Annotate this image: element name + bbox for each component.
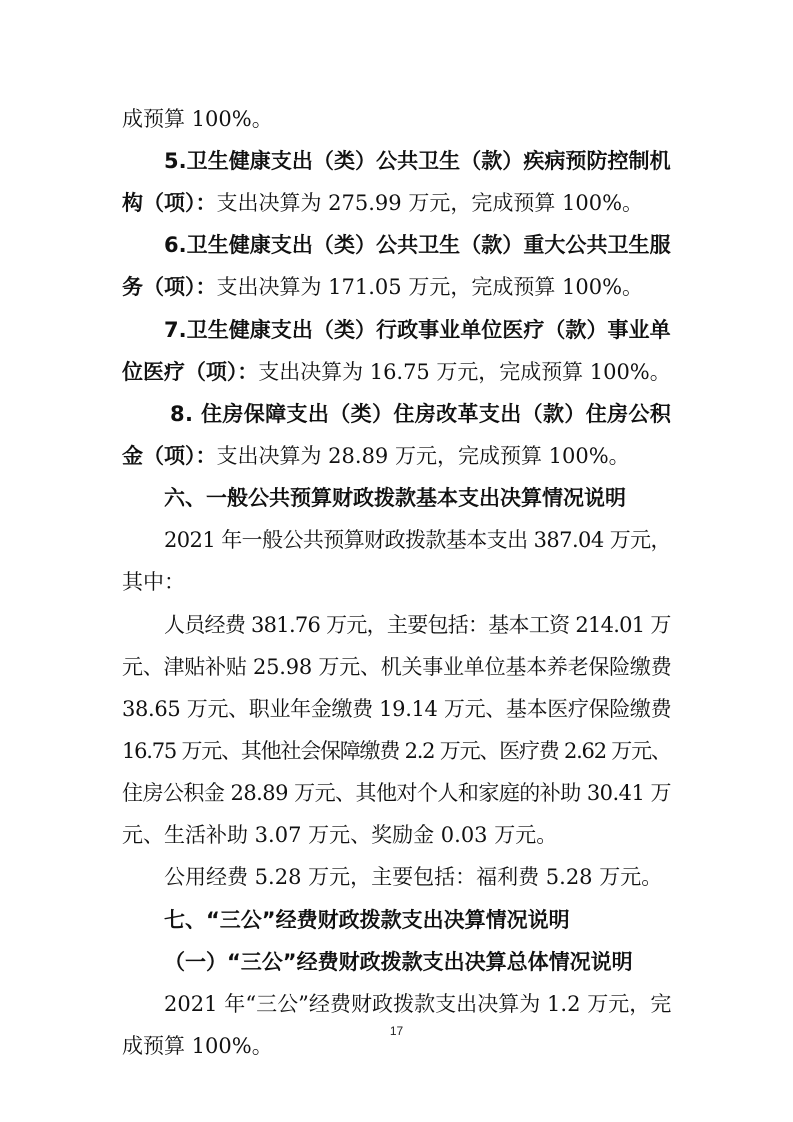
bold-heading-text: 金（项）： [122, 444, 217, 468]
body-text-span: 支出决算为 16.75 万元，完成预算 100%。 [258, 360, 671, 384]
body-text-span: 16.75 万元、其他社会保障缴费 2.2 万元、医疗费 2.62 万元、 [122, 739, 671, 763]
bold-heading-text: 8. 住房保障支出（类）住房改革支出（款）住房公积 [170, 402, 672, 426]
bold-heading-text: 务（项）： [122, 275, 217, 299]
text-line [122, 567, 185, 597]
text-line [122, 694, 671, 724]
bold-heading-text: （一）“三公”经费财政拨款支出决算总体情况说明 [164, 950, 633, 974]
text-line [164, 146, 671, 176]
text-line [164, 230, 671, 260]
text-line [164, 315, 671, 345]
bold-heading-text: 七、“三公”经费财政拨款支出决算情况说明 [164, 908, 570, 932]
body-text-span: 2021 年一般公共预算财政拨款基本支出 387.04 万元， [164, 528, 671, 552]
text-line [164, 610, 671, 640]
text-line [122, 736, 671, 766]
text-line [122, 778, 671, 808]
bold-heading-text: 5.卫生健康支出（类）公共卫生（款）疾病预防控制机 [164, 149, 671, 173]
bold-heading-text: 6.卫生健康支出（类）公共卫生（款）重大公共卫生服 [164, 233, 671, 257]
body-text-span: 其中： [122, 570, 185, 594]
text-line [164, 862, 662, 892]
bold-heading-text: 六、一般公共预算财政拨款基本支出决算情况说明 [164, 486, 626, 510]
bold-heading-text: 7.卫生健康支出（类）行政事业单位医疗（款）事业单 [164, 318, 671, 342]
text-line [164, 525, 671, 555]
bold-heading-text: 构（项）： [122, 191, 217, 215]
body-text-span: 成预算 100%。 [122, 107, 273, 131]
text-line [164, 947, 633, 977]
page-number: 17 [389, 1024, 404, 1038]
body-text-span: 38.65 万元、职业年金缴费 19.14 万元、基本医疗保险缴费 [122, 697, 672, 721]
text-line [164, 989, 671, 1019]
text-line [164, 905, 570, 935]
body-text-span: 人员经费 381.76 万元，主要包括：基本工资 214.01 万 [164, 613, 671, 637]
text-line [122, 441, 630, 471]
body-text-span: 成预算 100%。 [122, 1034, 273, 1058]
body-text-span: 支出决算为 28.89 万元，完成预算 100%。 [216, 444, 630, 468]
body-text-span: 住房公积金 28.89 万元、其他对个人和家庭的补助 30.41 万 [122, 781, 671, 805]
body-text-span: 支出决算为 275.99 万元，完成预算 100%。 [216, 191, 644, 215]
body-text-span: 公用经费 5.28 万元，主要包括：福利费 5.28 万元。 [164, 865, 663, 889]
text-line [164, 483, 626, 513]
text-line [122, 188, 643, 218]
body-text-span: 2021 年“三公”经费财政拨款支出决算为 1.2 万元，完 [164, 992, 672, 1016]
text-line [170, 399, 671, 429]
text-line [122, 272, 643, 302]
bold-heading-text: 位医疗（项）： [122, 360, 259, 384]
text-line [122, 652, 671, 682]
body-text-span: 支出决算为 171.05 万元，完成预算 100%。 [216, 275, 644, 299]
text-line [122, 104, 273, 134]
text-line [122, 820, 557, 850]
body-text-span: 元、生活补助 3.07 万元、奖励金 0.03 万元。 [122, 823, 558, 847]
body-text-span: 元、津贴补贴 25.98 万元、机关事业单位基本养老保险缴费 [122, 655, 672, 679]
text-line [122, 357, 671, 387]
